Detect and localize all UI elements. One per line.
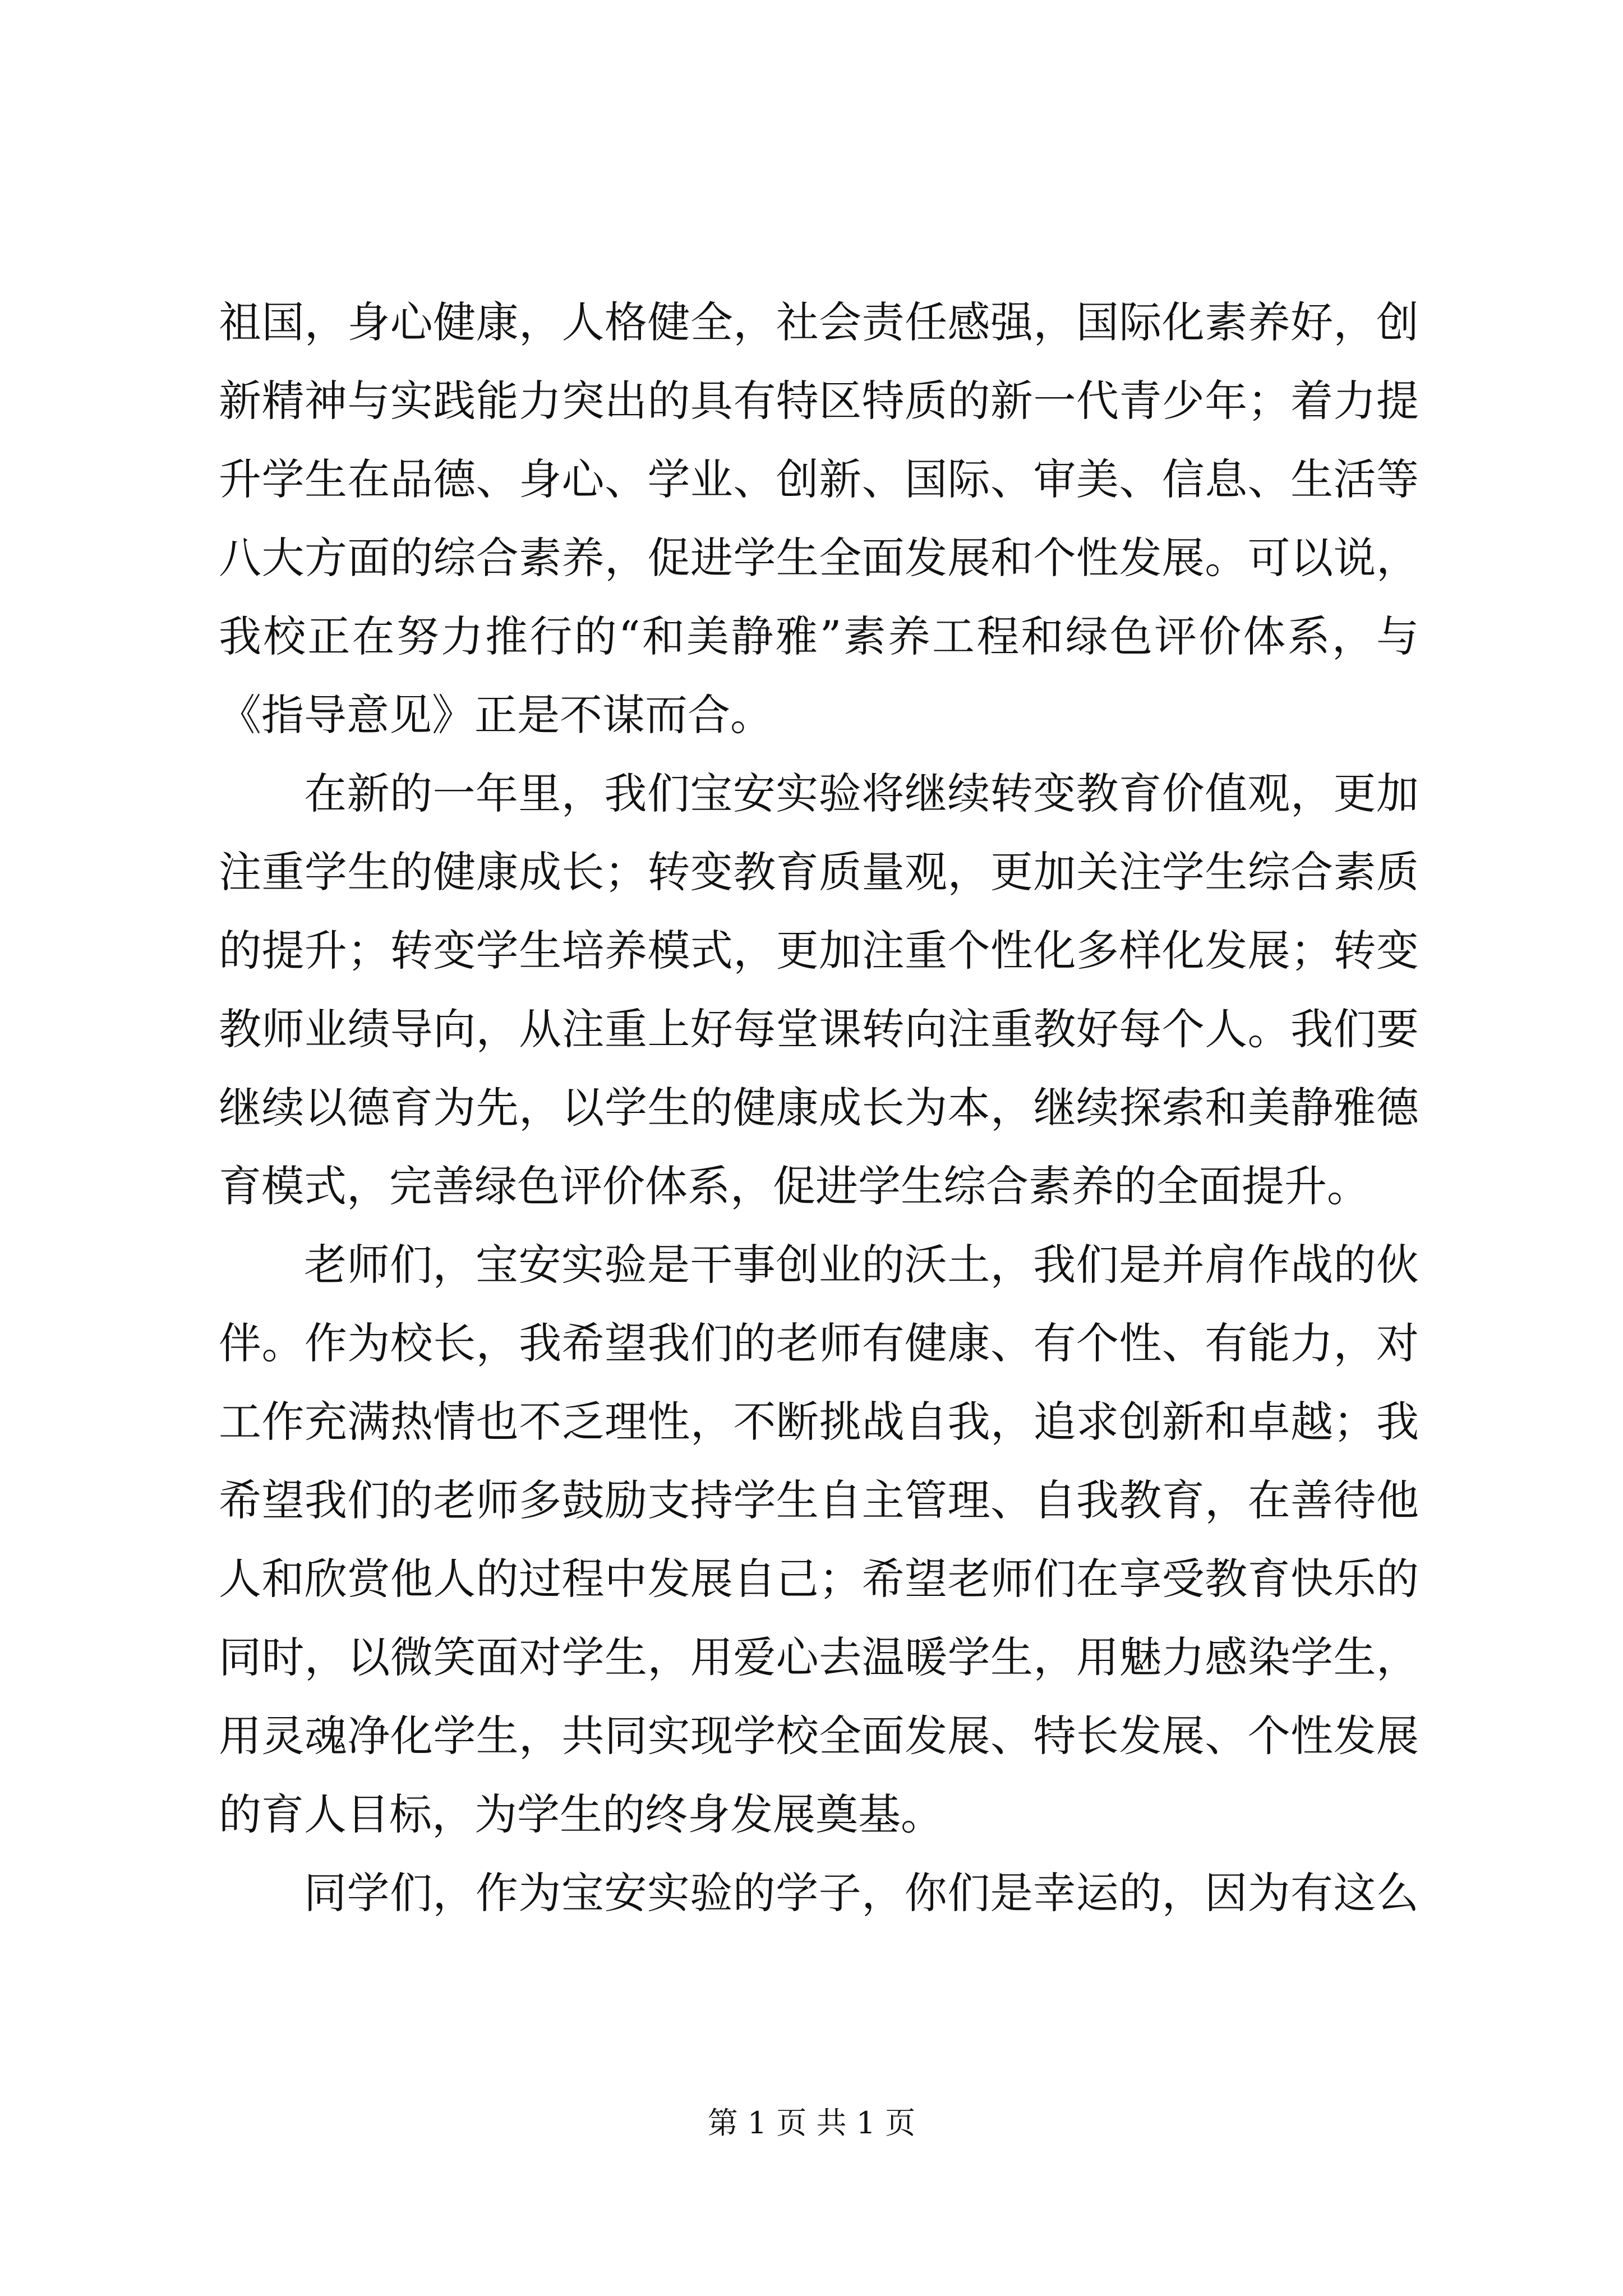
text-line: 祖国，身心健康，人格健全，社会责任感强，国际化素养好，创 [219, 297, 1419, 347]
text-line: 在新的一年里，我们宝安实验将继续转变教育价值观，更加 [304, 769, 1419, 818]
text-line: 同学们，作为宝安实验的学子，你们是幸运的，因为有这么 [304, 1868, 1419, 1918]
text-line: 《指导意见》正是不谋而合。 [219, 690, 773, 740]
body-text [219, 283, 1419, 1932]
text-line: 八大方面的综合素养，促进学生全面发展和个性发展。可以说， [219, 533, 1419, 583]
text-line: 老师们，宝安实验是干事创业的沃土，我们是并肩作战的伙 [304, 1240, 1419, 1290]
text-line: 同时，以微笑面对学生，用爱心去温暖学生，用魅力感染学生， [219, 1632, 1419, 1682]
text-line: 我校正在努力推行的“和美静雅”素养工程和绿色评价体系，与 [219, 611, 1419, 661]
text-line: 继续以德育为先，以学生的健康成长为本，继续探索和美静雅德 [219, 1083, 1419, 1133]
text-line: 希望我们的老师多鼓励支持学生自主管理、自我教育，在善待他 [219, 1475, 1419, 1525]
text-line: 育模式，完善绿色评价体系，促进学生综合素养的全面提升。 [219, 1161, 1370, 1211]
text-line: 工作充满热情也不乏理性，不断挑战自我，追求创新和卓越；我 [219, 1397, 1419, 1447]
text-line: 教师业绩导向，从注重上好每堂课转向注重教好每个人。我们要 [219, 1004, 1419, 1054]
text-line: 新精神与实践能力突出的具有特区特质的新一代青少年；着力提 [219, 376, 1419, 426]
text-line: 用灵魂净化学生，共同实现学校全面发展、特长发展、个性发展 [219, 1711, 1419, 1761]
text-line: 升学生在品德、身心、学业、创新、国际、审美、信息、生活等 [219, 454, 1419, 504]
text-line: 注重学生的健康成长；转变教育质量观，更加关注学生综合素质 [219, 847, 1419, 897]
text-line: 的提升；转变学生培养模式，更加注重个性化多样化发展；转变 [219, 926, 1419, 976]
text-line: 的育人目标，为学生的终身发展奠基。 [219, 1789, 943, 1839]
text-line: 人和欣赏他人的过程中发展自己；希望老师们在享受教育快乐的 [219, 1554, 1419, 1604]
text-line: 伴。作为校长，我希望我们的老师有健康、有个性、有能力，对 [219, 1318, 1419, 1368]
page-footer: 第 1 页 共 1 页 [707, 2105, 916, 2141]
